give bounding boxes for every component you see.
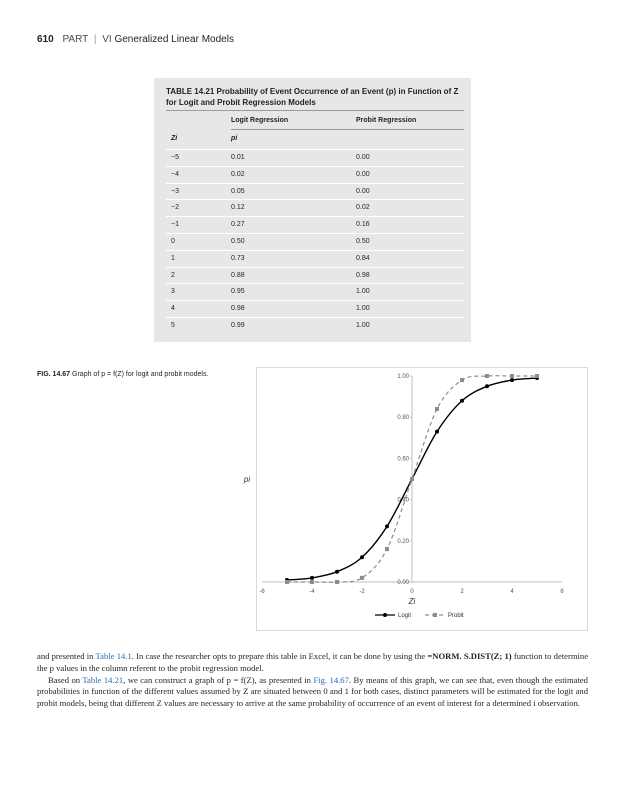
p1-text-b: . In case the researcher opts to prepare this table in Excel, it can be done by using the [131,651,428,661]
section-title: Generalized Linear Models [114,34,234,45]
probit-p-cell: 0.00 [356,170,370,178]
logit-header: Logit Regression [231,117,289,124]
body-text [37,651,588,710]
part-label: PART [62,34,89,45]
y-axis-label: pi [243,475,251,484]
p1-text-a: and presented in [37,651,96,661]
logit-point [485,384,489,388]
probit-point [360,576,364,580]
paragraph-1 [37,651,588,675]
logit-p-cell: 0.95 [231,288,245,296]
page-number: 610 [37,34,54,45]
logit-p-cell: 0.98 [231,305,245,313]
excel-function: =NORM. S.DIST(Z; 1) [427,651,512,661]
logit-p-cell: 0.05 [231,187,245,195]
table-14-21-link[interactable]: Table 14.21 [82,674,124,685]
y-tick-label: 1.00 [397,374,409,380]
probit-point [485,374,489,378]
part-number: VI [102,34,112,45]
table-14-1-link[interactable]: Table 14.1 [95,651,132,661]
logit-point [360,555,364,559]
z-cell: −4 [171,170,179,178]
table-row [166,300,464,317]
header-separator: | [93,34,97,45]
paragraph-2 [37,675,588,710]
logit-point [310,576,314,580]
probit-p-cell: 0.00 [356,154,370,161]
probit-point [385,547,389,551]
x-tick-label: 0 [410,589,414,595]
table-caption [166,86,466,108]
probit-point [335,580,339,584]
logit-probit-chart [243,367,588,631]
figure-caption [37,370,252,380]
table-label: TABLE 14.21 [166,87,215,96]
z-cell: 4 [171,305,175,313]
probit-point [310,580,314,584]
logit-point [510,378,514,382]
z-cell: 2 [171,271,175,279]
probit-point [435,407,439,411]
z-cell: −3 [171,187,179,195]
x-tick-label: 2 [460,589,464,595]
table-row [166,317,464,334]
z-cell: 1 [171,254,175,262]
table-top-rule [166,110,464,111]
logit-p-cell: 0.02 [231,170,245,178]
probit-p-cell: 0.98 [356,271,370,279]
p2-text-a: Based on [48,674,83,685]
probit-p-cell: 1.00 [356,288,370,296]
z-cell: −2 [171,204,179,212]
logit-p-cell: 0.88 [231,271,245,279]
table-caption-text: Probability of Event Occurrence of an Event (p) in Function of Z for Logit and Probit Regression Models [166,87,459,107]
probit-p-cell: 1.00 [356,322,370,329]
y-tick-label: 0.40 [397,497,409,504]
p2-text-c: . By means of this graph, we can see that, even though the estimated probabilities in function of the different values assumed by Z are situated between 0 and 1 for both cases, distinct parameters will be estimated for the logit and probit models, being that different Z values are necessary to arrive at the same probability of occurrence of an event of interest for a determined i observation. [37,674,588,709]
x-tick-label: 4 [510,589,514,595]
table-row [166,283,464,300]
table-row [166,267,464,284]
x-tick-label: 6 [560,589,564,595]
x-tick-label: -2 [359,589,365,595]
x-tick-label: -4 [309,589,315,595]
table-row [166,250,464,267]
p-header: pi [231,135,238,142]
logit-p-cell: 0.12 [231,204,245,212]
logit-point [335,570,339,574]
table-row [166,233,464,250]
z-cell: 5 [171,322,175,329]
probit-header: Probit Regression [356,117,417,124]
x-axis-label: Zi [408,597,416,606]
z-cell: −1 [171,221,179,229]
logit-p-cell: 0.73 [231,254,245,262]
z-cell: 3 [171,288,175,296]
y-tick-label: 0.20 [397,538,409,545]
probit-legend-marker [433,613,437,617]
logit-legend-marker [383,613,387,617]
probit-p-cell: 0.84 [356,254,370,262]
logit-p-cell: 0.27 [231,221,245,229]
chart-svg [243,368,587,630]
probit-p-cell: 0.00 [356,187,370,195]
z-header: Zi [171,135,178,142]
p1-text-c: function to determine the p values in the column referent to the probit regression model. [37,651,589,673]
y-tick-label: 0.60 [397,456,409,463]
table-row [166,166,464,183]
logit-point [460,399,464,403]
fig-14-67-link[interactable]: Fig. 14.67 [313,674,349,685]
probit-legend-label: Probit [448,613,464,619]
z-cell: −5 [171,154,179,161]
probit-point [285,580,289,584]
probit-point [410,477,414,481]
table-row [166,199,464,216]
logit-point [435,430,439,434]
probit-p-cell: 0.16 [356,221,370,229]
logit-p-cell: 0.01 [231,154,245,161]
probability-table [154,78,471,342]
figure-label: FIG. 14.67 [37,371,71,378]
z-cell: 0 [171,238,175,245]
table-row [166,183,464,200]
table-group-rule [231,129,464,130]
p2-text-b: , we can construct a graph of p = f(Z), as presented in [123,674,314,685]
table-row [166,216,464,233]
probit-p-cell: 0.50 [356,238,370,245]
probit-point [510,374,514,378]
probit-p-cell: 1.00 [356,305,370,313]
probit-point [460,378,464,382]
x-tick-label: -6 [259,589,265,595]
running-header [37,34,234,45]
y-tick-label: 0.00 [397,580,409,586]
figure-caption-text: Graph of p = f(Z) for logit and probit models. [72,371,209,378]
logit-p-cell: 0.99 [231,322,245,329]
y-tick-label: 0.80 [397,415,409,422]
probit-point [535,374,539,378]
logit-legend-label: Logit [398,613,412,619]
table-row [166,149,464,166]
probit-p-cell: 0.02 [356,204,370,212]
logit-p-cell: 0.50 [231,238,245,245]
logit-point [385,524,389,528]
